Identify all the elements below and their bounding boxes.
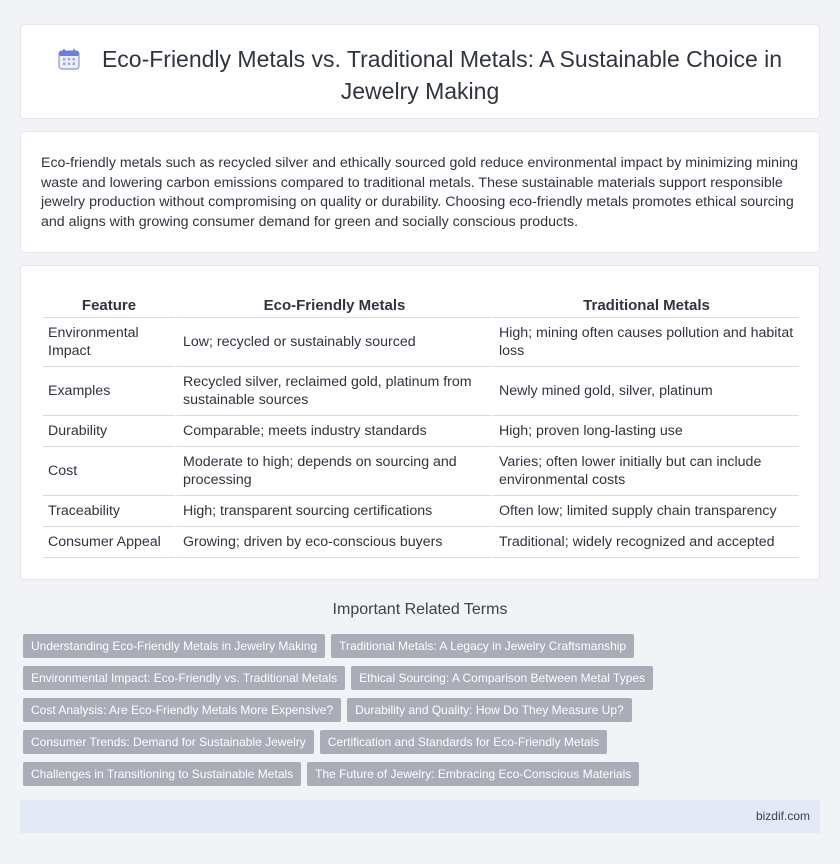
related-term-tag[interactable]: Traditional Metals: A Legacy in Jewelry Craftsmanship (331, 634, 634, 658)
table-row (43, 496, 799, 527)
column-header: Eco-Friendly Metals (175, 292, 491, 318)
comparison-card (20, 265, 820, 580)
footer (20, 800, 820, 833)
table-cell: Low; recycled or sustainably sourced (175, 318, 491, 367)
related-term-tag[interactable]: The Future of Jewelry: Embracing Eco-Conscious Materials (307, 762, 639, 786)
tag-row (23, 634, 823, 666)
table-cell: Cost (43, 447, 175, 496)
calendar-icon (58, 48, 80, 77)
header-card (20, 24, 820, 119)
footer-site-link[interactable]: bizdif.com (755, 809, 810, 823)
column-header: Feature (43, 292, 175, 318)
related-term-tag[interactable]: Certification and Standards for Eco-Friendly Metals (320, 730, 607, 754)
comparison-table (43, 292, 799, 558)
related-term-tag[interactable]: Durability and Quality: How Do They Measure Up? (347, 698, 632, 722)
table-cell: High; transparent sourcing certifications (175, 496, 491, 527)
related-term-tag[interactable]: Environmental Impact: Eco-Friendly vs. Traditional Metals (23, 666, 345, 690)
related-term-tag[interactable]: Consumer Trends: Demand for Sustainable Jewelry (23, 730, 314, 754)
related-term-tag[interactable]: Cost Analysis: Are Eco-Friendly Metals More Expensive? (23, 698, 341, 722)
table-cell: Durability (43, 416, 175, 447)
table-cell: High; mining often causes pollution and habitat loss (491, 318, 799, 367)
related-term-tag[interactable]: Understanding Eco-Friendly Metals in Jewelry Making (23, 634, 325, 658)
tag-row (23, 666, 823, 698)
table-cell: Consumer Appeal (43, 527, 175, 558)
tag-row (23, 762, 823, 794)
table-row (43, 367, 799, 416)
table-cell: Recycled silver, reclaimed gold, platinum from sustainable sources (175, 367, 491, 416)
page-title-wrap (41, 45, 799, 106)
intro-card (20, 131, 820, 253)
table-row (43, 527, 799, 558)
table-row (43, 318, 799, 367)
table-cell: Traditional; widely recognized and accepted (491, 527, 799, 558)
related-term-tag[interactable]: Challenges in Transitioning to Sustainable Metals (23, 762, 301, 786)
table-cell: Traceability (43, 496, 175, 527)
intro-text: Eco-friendly metals such as recycled silver and ethically sourced gold reduce environmental impact by minimizing mining waste and lowering carbon emissions compared to traditional metals. These sustainable materials support responsible jewelry production without compromising on quality or durability. Choosing eco-friendly metals promotes ethical sourcing and aligns with growing consumer demand for green and socially conscious products. (41, 155, 799, 230)
table-header-row (43, 292, 799, 318)
table-cell: Examples (43, 367, 175, 416)
table-cell: Newly mined gold, silver, platinum (491, 367, 799, 416)
column-header: Traditional Metals (491, 292, 799, 318)
table-cell: Comparable; meets industry standards (175, 416, 491, 447)
related-terms-title: Important Related Terms (332, 601, 508, 618)
table-cell: Environmental Impact (43, 318, 175, 367)
table-cell: Varies; often lower initially but can include environmental costs (491, 447, 799, 496)
tag-row (23, 730, 823, 762)
table-row (43, 416, 799, 447)
table-cell: High; proven long-lasting use (491, 416, 799, 447)
related-terms-list (23, 634, 823, 794)
table-row (43, 447, 799, 496)
tag-row (23, 698, 823, 730)
table-cell: Often low; limited supply chain transparency (491, 496, 799, 527)
related-term-tag[interactable]: Ethical Sourcing: A Comparison Between Metal Types (351, 666, 653, 690)
table-cell: Moderate to high; depends on sourcing and processing (175, 447, 491, 496)
table-cell: Growing; driven by eco-conscious buyers (175, 527, 491, 558)
page-title: Eco-Friendly Metals vs. Traditional Metals: A Sustainable Choice in Jewelry Making (101, 46, 783, 104)
